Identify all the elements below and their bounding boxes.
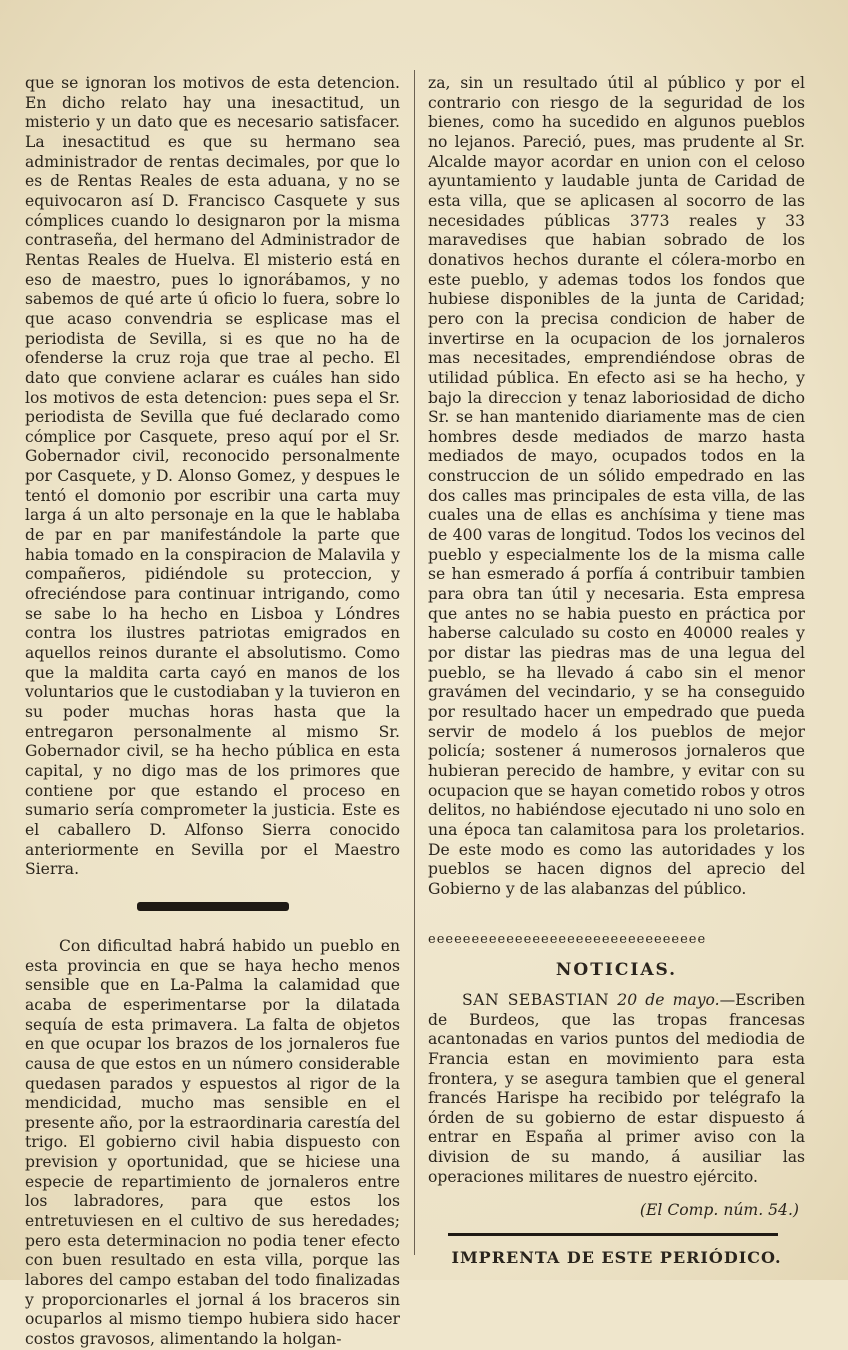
news-item-san-sebastian <box>428 991 805 1188</box>
ornamental-border: eeeeeeeeeeeeeeeeeeeeeeeeeeeeeeee <box>428 931 707 947</box>
left-column <box>25 74 400 1350</box>
article-la-palma-text: Con dificultad habrá habido un pueblo en esta provincia en que se haya hecho menos sensible que en La-Palma la calamidad que acaba de esperimentarse por la dilatada sequía de esta primavera. La falta de objetos en que ocupar los brazos de los jornaleros fue causa de que estos en un número considerable quedasen parados y espuestos al rigor de la mendicidad, mucho mas sensible en el presente año, por la estraordinaria carestía del trigo. El gobierno civil habia dispuesto con prevision y oportunidad, que se hiciese una especie de repartimiento de jornaleros entre los labradores, para que estos los entretuviesen en el cultivo de sus heredades; pero esta determinacion no podia tener efecto con buen resultado en esta villa, porque las labores del campo estaban del todo finalizadas y proporcionarles el jornal á los braceros sin ocuparlos al mismo tiempo hubiera sido hacer costos gravosos, alimentando la holgan- <box>25 936 400 1349</box>
article-detention-text: que se ignoran los motivos de esta detencion. En dicho relato hay una inesactitud, un misterio y un dato que es necesario satisfacer. La inesactitud es que su hermano sea administrador de rentas decimales, por que lo es de Rentas Reales de esta aduana, y no se equivocaron así D. Francisco Casquete y sus cómplices cuando lo designaron por la misma contraseña, del hermano del Administrador de Rentas Reales de Huelva. El misterio está en eso de maestro, pues lo ignorábamos, y no sabemos de qué arte ú oficio lo fuera, sobre lo que acaso convendria se esplicase mas el periodista de Sevilla, si es que no ha de ofenderse la cruz roja que trae al pecho. El dato que conviene aclarar es cuáles han sido los motivos de esta detencion: pues sepa el Sr. periodista de Sevilla que fué declarado como cómplice por Casquete, preso aquí por el Sr. Gobernador civil, reconocido personalmente por Casquete, y D. Alonso Gomez, y despues le tentó el domonio por escribir una carta muy larga á un alto personaje en la que le hablaba de par en par manifestándole la parte que habia tomado en la conspiracion de Malavila y compañeros, pidiéndole su proteccion, y ofreciéndose para continuar intrigando, como se sabe lo ha hecho en Lisboa y Lóndres contra los ilustres patriotas emigrados en aquellos reinos durante el absolutismo. Como que la maldita carta cayó en manos de los voluntarios que le custodiaban y la tuvieron en su poder muchas horas hasta que la entregaron personalmente al mismo Sr. Gobernador civil, se ha hecho pública en esta capital, y no digo mas de los primores que contiene por que estando el proceso en sumario sería comprometer la justicia. Este es el caballero D. Alfonso Sierra conocido anteriormente en Sevilla por el Maestro Sierra. <box>25 74 400 879</box>
news-date: 20 de mayo. <box>617 990 720 1009</box>
imprint-text: IMPRENTA DE ESTE PERIÓDICO. <box>451 1248 782 1268</box>
news-place: SAN SEBASTIAN <box>462 990 610 1009</box>
news-source: (El Comp. núm. 54.) <box>639 1201 799 1220</box>
section-heading-noticias: NOTICIAS. <box>555 960 678 981</box>
news-dash: — <box>719 990 736 1009</box>
news-body: Escriben de Burdeos, que las tropas francesas acantonadas en varios puntos del mediodia de Francia estan en movimiento para esta frontera, y se asegura tambien que el general francés Harispe ha recibido por telégrafo la órden de su gobierno de estar dispuesto á entrar en España al primer aviso con la division de su mando, á ausiliar las operaciones militares de nuestro ejército. <box>428 990 805 1186</box>
column-divider <box>414 70 415 1255</box>
right-column <box>428 74 805 1268</box>
article-la-palma-continued: za, sin un resultado útil al público y por el contrario con riesgo de la seguridad de los bienes, como ha sucedido en algunos pueblos no lejanos. Pareció, pues, mas prudente al Sr. Alcalde mayor acordar en union con el celoso ayuntamiento y laudable junta de Caridad de esta villa, que se aplicasen al socorro de las necesidades públicas 3773 reales y 33 maravedises que habian sobrado de los donativos hechos durante el cólera-morbo en este pueblo, y ademas todos los fondos que hubiese disponibles de la junta de Caridad; pero con la precisa condicion de haber de invertirse en la ocupacion de los jornaleros mas necesitades, emprendiéndose obras de utilidad pública. En efecto asi se ha hecho, y bajo la direccion y tenaz laboriosidad de dicho Sr. se han mantenido diariamente mas de cien hombres desde mediados de marzo hasta mediados de mayo, ocupados todos en la construccion de un sólido empedrado en las dos calles mas principales de esta villa, de las cuales una de ellas es anchísima y tiene mas de 400 varas de longitud. Todos los vecinos del pueblo y especialmente los de la misma calle se han esmerado á porfía á contribuir tambien para obra tan útil y necesaria. Esta empresa que antes no se habia puesto en práctica por haberse calculado su costo en 40000 reales y por distar las piedras mas de una legua del pueblo, se ha llevado á cabo sin el menor gravámen del vecindario, y se ha conseguido por resultado hacer un empedrado que pueda servir de modelo á los pueblos de mejor policía; sostener á numerosos jornaleros que hubieran perecido de hambre, y evitar con su ocupacion que se hayan cometido robos y otros delitos, no habiéndose ejecutado ni uno solo en una época tan calamitosa para los proletarios. De este modo es como las autoridades y los pueblos se hacen dignos del aprecio del Gobierno y de las alabanzas del público. <box>428 74 805 898</box>
imprint-rule <box>448 1233 778 1236</box>
section-separator <box>137 902 289 911</box>
